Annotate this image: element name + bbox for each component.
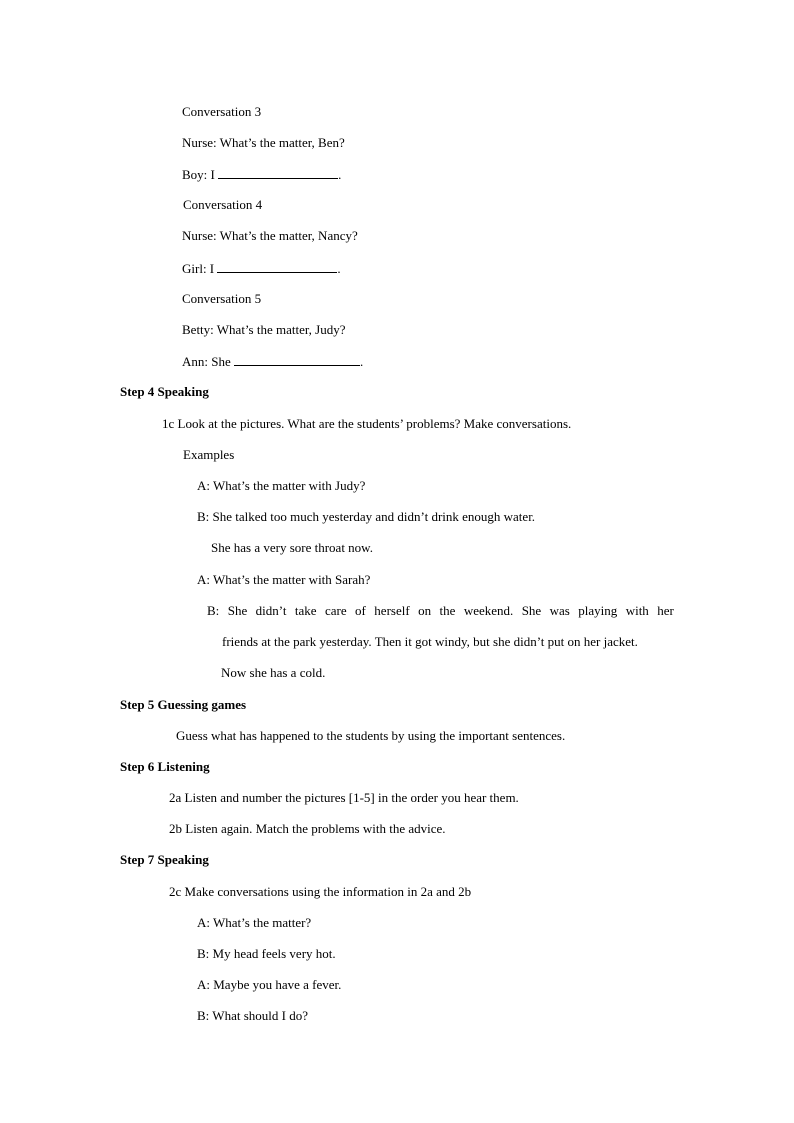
step-7-heading: Step 7 Speaking [120, 852, 209, 867]
conversation-5-line-2 [182, 353, 363, 370]
step-6-heading: Step 6 Listening [120, 759, 210, 774]
word: weekend. [463, 603, 514, 618]
word: take [294, 603, 317, 618]
examples-label: Examples [183, 447, 235, 462]
conversation-4-line-2 [182, 260, 341, 277]
example-b-1: B: She talked too much yesterday and didn’t drink enough water. [197, 509, 536, 524]
conversation-5-line-1: Betty: What’s the matter, Judy? [182, 322, 346, 337]
word: herself [374, 603, 410, 618]
conversation-5-speaker: Ann: She [182, 354, 234, 369]
conversation-3-speaker: Boy: I [182, 167, 219, 182]
answer-blank [217, 260, 337, 273]
answer-blank [234, 353, 360, 366]
conversation-5-title: Conversation 5 [182, 291, 262, 306]
conversation-4-speaker: Girl: I [182, 261, 218, 276]
word: with [625, 603, 649, 618]
example-a-1: A: What’s the matter with Judy? [197, 478, 366, 493]
step-7-a-2: A: Maybe you have a fever. [197, 977, 342, 992]
example-b-1-continued: She has a very sore throat now. [211, 540, 373, 555]
step-7-instruction: 2c Make conversations using the information in 2a and 2b [169, 884, 472, 899]
conversation-3-line-2 [182, 166, 341, 183]
conversation-3-title: Conversation 3 [182, 104, 262, 119]
word: her [657, 603, 674, 618]
word: She [521, 603, 542, 618]
answer-blank [218, 166, 338, 179]
sentence-end: . [338, 167, 342, 182]
example-b-2 [207, 603, 674, 619]
step-6-item-2b: 2b Listen again. Match the problems with the advice. [169, 821, 446, 836]
conversation-4-title: Conversation 4 [183, 197, 263, 212]
conversation-3-line-1: Nurse: What’s the matter, Ben? [182, 135, 345, 150]
sentence-end: . [360, 354, 364, 369]
step-7-a-1: A: What’s the matter? [197, 915, 312, 930]
word: playing [578, 603, 618, 618]
word: was [549, 603, 570, 618]
conversation-4-line-1: Nurse: What’s the matter, Nancy? [182, 228, 358, 243]
step-6-item-2a: 2a Listen and number the pictures [1-5] in the order you hear them. [169, 790, 519, 805]
step-5-text: Guess what has happened to the students by using the important sentences. [176, 728, 566, 743]
word: didn’t [255, 603, 287, 618]
sentence-end: . [337, 261, 341, 276]
step-5-heading: Step 5 Guessing games [120, 697, 247, 712]
word: B: [207, 603, 220, 618]
example-b-2-continued-1: friends at the park yesterday. Then it got windy, but she didn’t put on her jacket. [222, 634, 638, 649]
step-7-b-2: B: What should I do? [197, 1008, 308, 1023]
step-4-instruction: 1c Look at the pictures. What are the students’ problems? Make conversations. [162, 416, 572, 431]
step-7-b-1: B: My head feels very hot. [197, 946, 336, 961]
step-4-heading: Step 4 Speaking [120, 384, 209, 399]
word: She [227, 603, 248, 618]
word: care [324, 603, 347, 618]
word: of [355, 603, 366, 618]
example-a-2: A: What’s the matter with Sarah? [197, 572, 371, 587]
example-b-2-continued-2: Now she has a cold. [221, 665, 326, 680]
word: on [418, 603, 432, 618]
word: the [439, 603, 456, 618]
